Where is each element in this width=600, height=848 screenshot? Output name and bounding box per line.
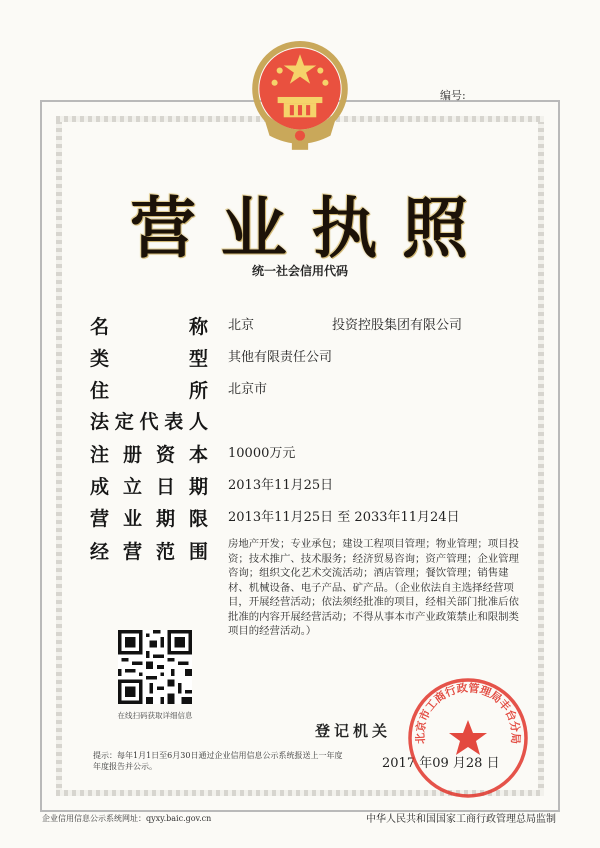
label-char: 册 (122, 444, 142, 466)
label-char: 法 (90, 411, 110, 433)
label-char: 立 (122, 476, 142, 498)
label-char: 围 (188, 541, 208, 563)
field-value: 其他有限责任公司 (228, 350, 333, 365)
title-char: 营 (130, 189, 198, 267)
label-char: 期 (188, 476, 208, 498)
title-char: 业 (220, 189, 289, 267)
qr-code-icon[interactable] (118, 630, 192, 704)
field-label (90, 440, 208, 467)
field-label (90, 407, 208, 434)
label-char: 类 (90, 348, 110, 370)
registration-authority-label: 登记机关 (315, 722, 392, 740)
field-value: 10000万元 (228, 446, 296, 461)
label-char: 表 (164, 411, 184, 433)
field-value: 北京市 (228, 382, 268, 397)
label-char: 营 (90, 508, 110, 530)
label-char: 范 (155, 541, 175, 563)
label-char: 期 (155, 508, 175, 530)
label-char: 经 (90, 541, 110, 563)
registration-date: 2017 年09 月28 日 (382, 756, 500, 771)
credit-code-label: 统一社会信用代码 (251, 264, 348, 278)
field-label (90, 312, 208, 339)
field-value: 2013年11月25日 至 2033年11月24日 (228, 510, 460, 525)
label-char: 营 (122, 541, 142, 563)
field-label (90, 472, 208, 499)
page-title (130, 175, 470, 270)
official-seal-icon (405, 675, 531, 801)
label-char: 业 (122, 508, 142, 530)
serial-number-label: 编号: (440, 89, 466, 102)
label-char: 限 (188, 508, 208, 530)
footer-website: 企业信用信息公示系统网址：qyxy.baic.gov.cn (42, 814, 212, 823)
label-char: 注 (90, 444, 110, 466)
label-char: 所 (188, 380, 208, 402)
label-char: 成 (90, 476, 110, 498)
label-char: 资 (155, 444, 175, 466)
title-char: 执 (311, 189, 380, 267)
label-char: 名 (90, 316, 110, 338)
label-char: 人 (188, 411, 208, 433)
label-char: 本 (188, 444, 208, 466)
footer-issuer: 中华人民共和国国家工商行政管理总局监制 (366, 814, 556, 825)
annual-report-tip: 提示：每年1月1日至6月30日通过企业信用信息公示系统报送上一年度年度报告并公示。 (93, 751, 343, 771)
qr-caption: 在线扫码获取详细信息 (117, 711, 193, 720)
label-char: 称 (188, 316, 208, 338)
field-label (90, 376, 208, 403)
label-char: 定 (114, 411, 134, 433)
field-value: 北京 投资控股集团有限公司 (228, 318, 463, 333)
business-scope-text: 房地产开发；专业承包；建设工程项目管理；物业管理；项目投资；技术推广、技术服务；经济贸易咨询；资产管理；企业管理咨询；组织文化艺术交流活动；酒店管理；餐饮管理；销售建材、机械设备、电子产品、矿产品。（企业依法自主选择经营项目，开展经营活动；依法须经批准的项目，经相关部门批准后依批准的内容开展经营活动；不得从事本市产业政策禁止和限制类项目的经营活动。） (228, 538, 519, 637)
label-char: 住 (90, 380, 110, 402)
national-emblem-icon (239, 38, 361, 160)
svg-text:北京市工商行政管理局丰台分局: 北京市工商行政管理局丰台分局 (413, 681, 523, 745)
label-char: 日 (155, 476, 175, 498)
label-char: 代 (139, 411, 159, 433)
field-label (90, 537, 208, 564)
field-label (90, 344, 208, 371)
field-label (90, 504, 208, 531)
label-char: 型 (188, 348, 208, 370)
title-char: 照 (401, 189, 470, 267)
field-value: 2013年11月25日 (228, 478, 334, 493)
